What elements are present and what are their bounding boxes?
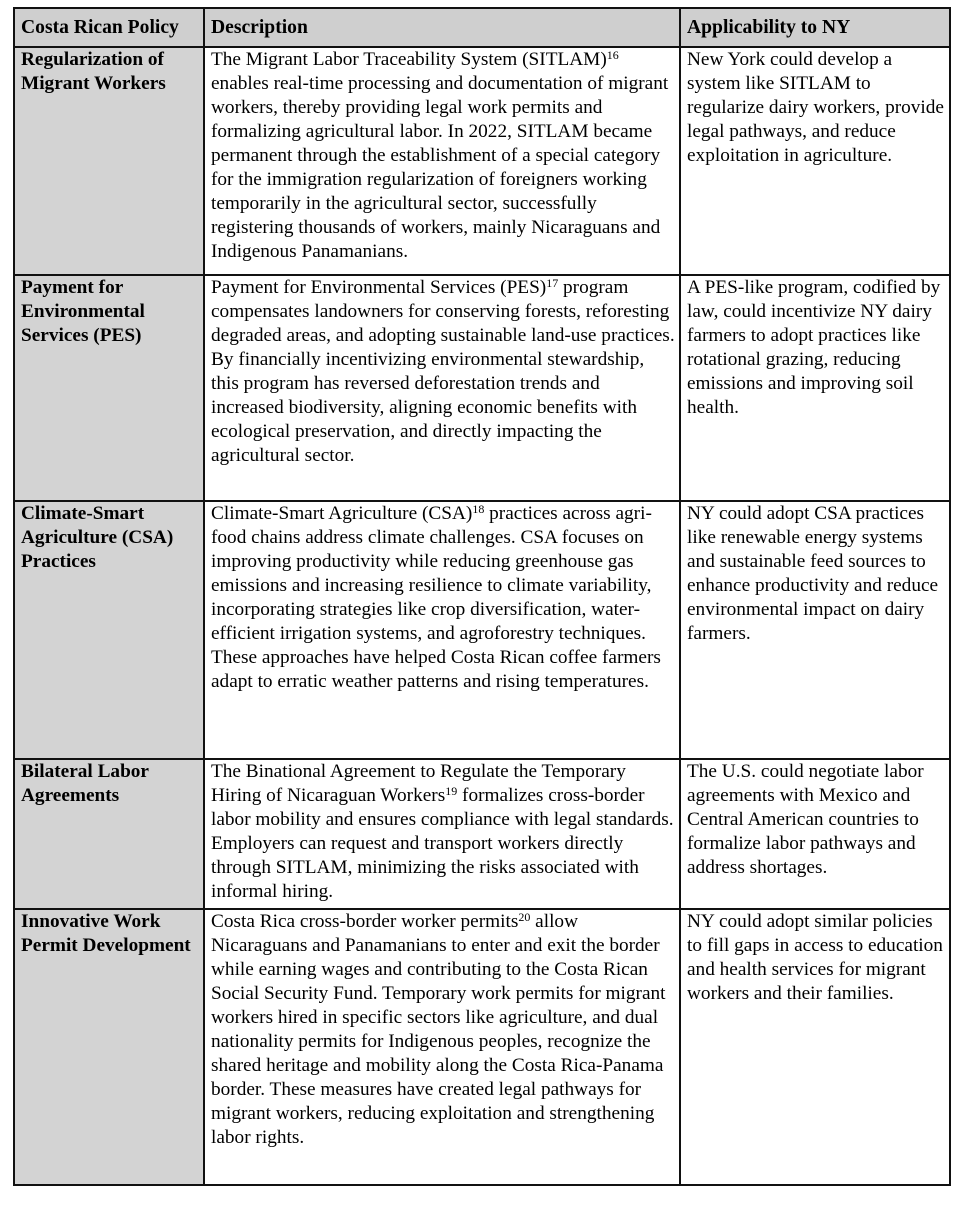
- table-row: [14, 759, 950, 909]
- policy-comparison-table: [13, 7, 951, 1186]
- description-text: Costa Rica cross-border worker permits: [211, 911, 519, 932]
- description-text: Payment for Environmental Services (PES): [211, 277, 547, 298]
- description-text: The Migrant Labor Traceability System (SITLAM): [211, 49, 607, 70]
- policy-description: [204, 275, 680, 501]
- table-row: [14, 47, 950, 275]
- header-applicability: Applicability to NY: [680, 8, 950, 47]
- ny-applicability: New York could develop a system like SITLAM to regularize dairy workers, provide legal pathways, and reduce exploitation in agriculture.: [680, 47, 950, 275]
- description-text-cont: practices across agri-food chains address climate challenges. CSA focuses on improving productivity while reducing greenhouse gas emissions and increasing resilience to climate variability, incorporating strategies like crop diversification, water-efficient irrigation systems, and agroforestry techniques. These approaches have helped Costa Rican coffee farmers adapt to erratic weather patterns and rising temperatures.: [211, 503, 661, 692]
- policy-description: [204, 909, 680, 1185]
- footnote-ref: 20: [518, 910, 531, 924]
- header-policy: Costa Rican Policy: [14, 8, 204, 47]
- policy-name: Innovative Work Permit Development: [14, 909, 204, 1185]
- policy-description: [204, 47, 680, 275]
- footnote-ref: 19: [445, 784, 458, 798]
- policy-description: [204, 759, 680, 909]
- description-text: Climate-Smart Agriculture (CSA): [211, 503, 473, 524]
- table-row: [14, 909, 950, 1185]
- header-description: Description: [204, 8, 680, 47]
- policy-name: Climate-Smart Agriculture (CSA) Practices: [14, 501, 204, 759]
- description-text-cont: program compensates landowners for conserving forests, reforesting degraded areas, and adopting sustainable land-use practices. By financially incentivizing environmental stewardship, this program has reversed deforestation trends and increased biodiversity, aligning economic benefits with ecological preservation, and directly impacting the agricultural sector.: [211, 277, 675, 466]
- description-text-cont: enables real-time processing and documentation of migrant workers, thereby providing legal work permits and formalizing agricultural labor. In 2022, SITLAM became permanent through the establishment of a special category for the immigration regularization of foreigners working temporarily in the agricultural sector, successfully registering thousands of workers, mainly Nicaraguans and Indigenous Panamanians.: [211, 73, 669, 262]
- policy-name: Regularization of Migrant Workers: [14, 47, 204, 275]
- ny-applicability: The U.S. could negotiate labor agreements with Mexico and Central American countries to formalize labor pathways and address shortages.: [680, 759, 950, 909]
- footnote-ref: 17: [546, 276, 559, 290]
- table-row: [14, 501, 950, 759]
- ny-applicability: A PES-like program, codified by law, could incentivize NY dairy farmers to adopt practices like rotational grazing, reducing emissions and improving soil health.: [680, 275, 950, 501]
- description-text-cont: allow Nicaraguans and Panamanians to enter and exit the border while earning wages and contributing to the Costa Rican Social Security Fund. Temporary work permits for migrant workers hired in specific sectors like agriculture, and dual nationality permits for Indigenous peoples, recognize the shared heritage and mobility along the Costa Rica-Panama border. These measures have created legal pathways for migrant workers, reducing exploitation and strengthening labor rights.: [211, 911, 666, 1148]
- policy-name: Payment for Environmental Services (PES): [14, 275, 204, 501]
- table-row: [14, 275, 950, 501]
- ny-applicability: NY could adopt CSA practices like renewable energy systems and sustainable feed sources to enhance productivity and reduce environmental impact on dairy farmers.: [680, 501, 950, 759]
- ny-applicability: NY could adopt similar policies to fill gaps in access to education and health services for migrant workers and their families.: [680, 909, 950, 1185]
- policy-description: [204, 501, 680, 759]
- footnote-ref: 18: [472, 502, 485, 516]
- footnote-ref: 16: [606, 48, 619, 62]
- header-row: [14, 8, 950, 47]
- policy-name: Bilateral Labor Agreements: [14, 759, 204, 909]
- description-text-cont: formalizes cross-border labor mobility and ensures compliance with legal standards. Employers can request and transport workers directly through SITLAM, minimizing the risks associated with informal hiring.: [211, 785, 674, 902]
- description-text: The Binational Agreement to Regulate the Temporary Hiring of Nicaraguan Workers: [211, 761, 626, 806]
